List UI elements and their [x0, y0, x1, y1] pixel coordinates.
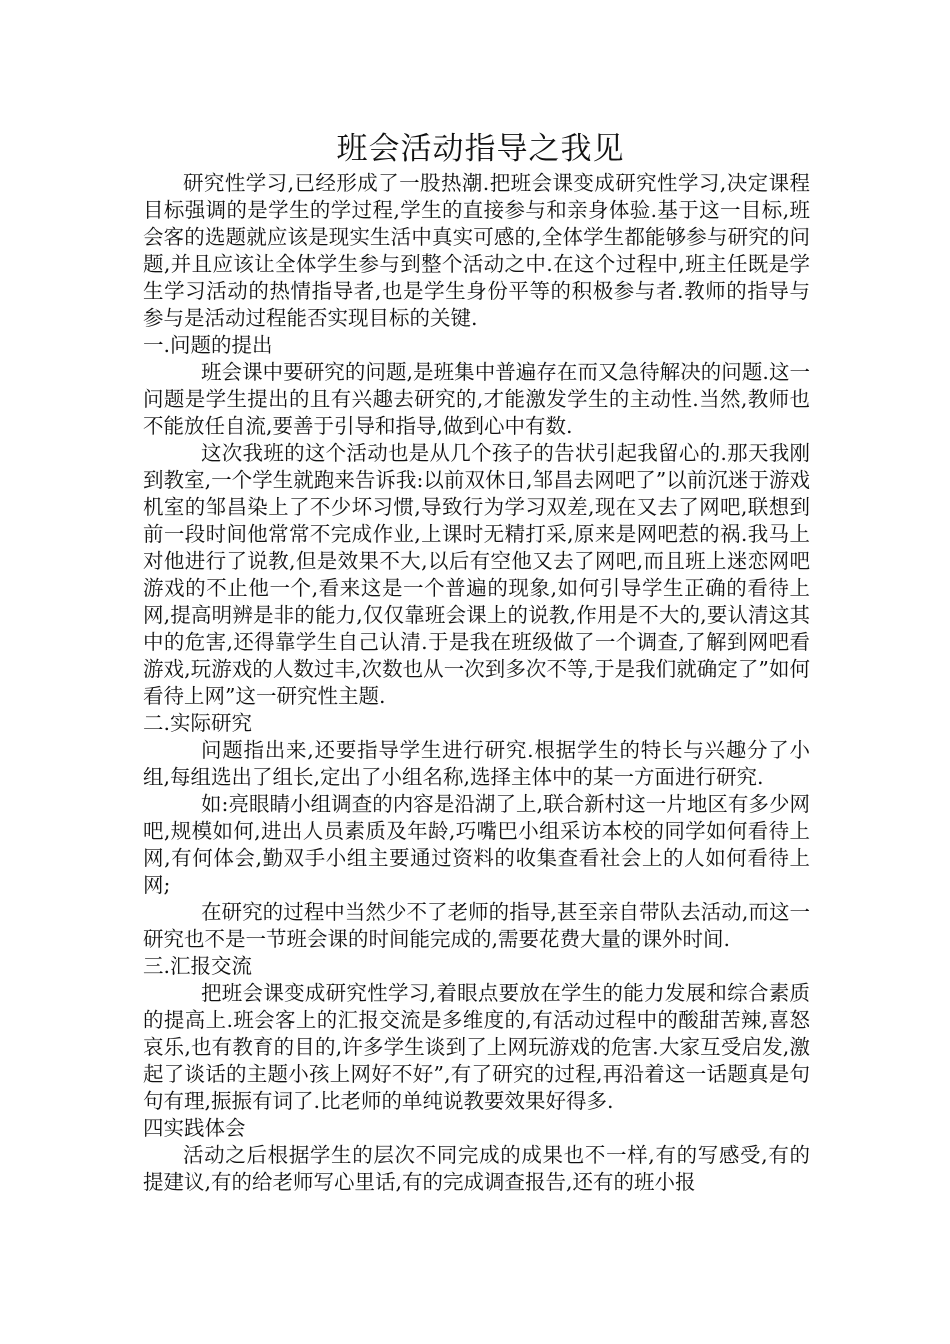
section-heading-1: 一.问题的提出: [143, 333, 273, 357]
intro-paragraph: 研究性学习,已经形成了一股热潮.把班会课变成研究性学习,决定课程目标强调的是学生的学过程,学生的直接参与和亲身体验.基于这一目标,班会客的选题就应该是现实生活中真实可感的,全体学生都能够参与研究的问题,并且应该让全体学生参与到整个活动之中.在这个过程中,班主任既是学生学习活动的热情指导者,也是学生身份平等的积极参与者.教师的指导与参与是活动过程能否实现目标的关键.: [143, 171, 810, 330]
section-2-paragraph-3: 在研究的过程中当然少不了老师的指导,甚至亲自带队去活动,而这一研究也不是一节班会课的时间能完成的,需要花费大量的课外时间.: [143, 900, 810, 951]
section-4-paragraph-1: 活动之后根据学生的层次不同完成的成果也不一样,有的写感受,有的提建议,有的给老师写心里话,有的完成调查报告,还有的班小报: [143, 1143, 810, 1194]
section-2-paragraph-2: 如:亮眼睛小组调查的内容是沿湖了上,联合新村这一片地区有多少网吧,规模如何,进出人员素质及年龄,巧嘴巴小组采访本校的同学如何看待上网,有何体会,勤双手小组主要通过资料的收集查看社会上的人如何看待上网;: [143, 792, 810, 897]
section-heading-4: 四实践体会: [143, 1116, 246, 1140]
section-heading-3: 三.汇报交流: [143, 954, 253, 978]
section-heading-2: 二.实际研究: [143, 711, 253, 735]
section-2-paragraph-1: 问题指出来,还要指导学生进行研究.根据学生的特长与兴趣分了小组,每组选出了组长,定出了小组名称,选择主体中的某一方面进行研究.: [143, 738, 810, 789]
section-3-paragraph-1: 把班会课变成研究性学习,着眼点要放在学生的能力发展和综合素质的提高上.班会客上的汇报交流是多维度的,有活动过程中的酸甜苦辣,喜怒哀乐,也有教育的目的,许多学生谈到了上网玩游戏的危害.大家互受启发,激起了谈话的主题小孩上网好不好”,有了研究的过程,再沿着这一话题真是句句有理,振振有词了.比老师的单纯说教要效果好得多.: [143, 981, 810, 1113]
document-title: 班会活动指导之我见: [336, 131, 625, 167]
section-1-paragraph-1: 班会课中要研究的问题,是班集中普遍存在而又急待解决的问题.这一问题是学生提出的且有兴趣去研究的,才能激发学生的主动性.当然,教师也不能放任自流,要善于引导和指导,做到心中有数.: [143, 360, 810, 438]
section-1-paragraph-2: 这次我班的这个活动也是从几个孩子的告状引起我留心的.那天我刚到教室,一个学生就跑来告诉我:以前双休日,邹昌去网吧了”以前沉迷于游戏机室的邹昌染上了不少坏习惯,导致行为学习双差,现在又去了网吧,联想到前一段时间他常常不完成作业,上课时无精打采,原来是网吧惹的祸.我马上对他进行了说教,但是效果不大,以后有空他又去了网吧,而且班上迷恋网吧游戏的不止他一个,看来这是一个普遍的现象,如何引导学生正确的看待上网,提高明辨是非的能力,仅仅靠班会课上的说教,作用是不大的,要认清这其中的危害,还得靠学生自己认清.于是我在班级做了一个调查,了解到网吧看游戏,玩游戏的人数过丰,次数也从一次到多次不等,于是我们就确定了”如何看待上网”这一研究性主题.: [143, 441, 810, 708]
document-body: [143, 128, 810, 1196]
